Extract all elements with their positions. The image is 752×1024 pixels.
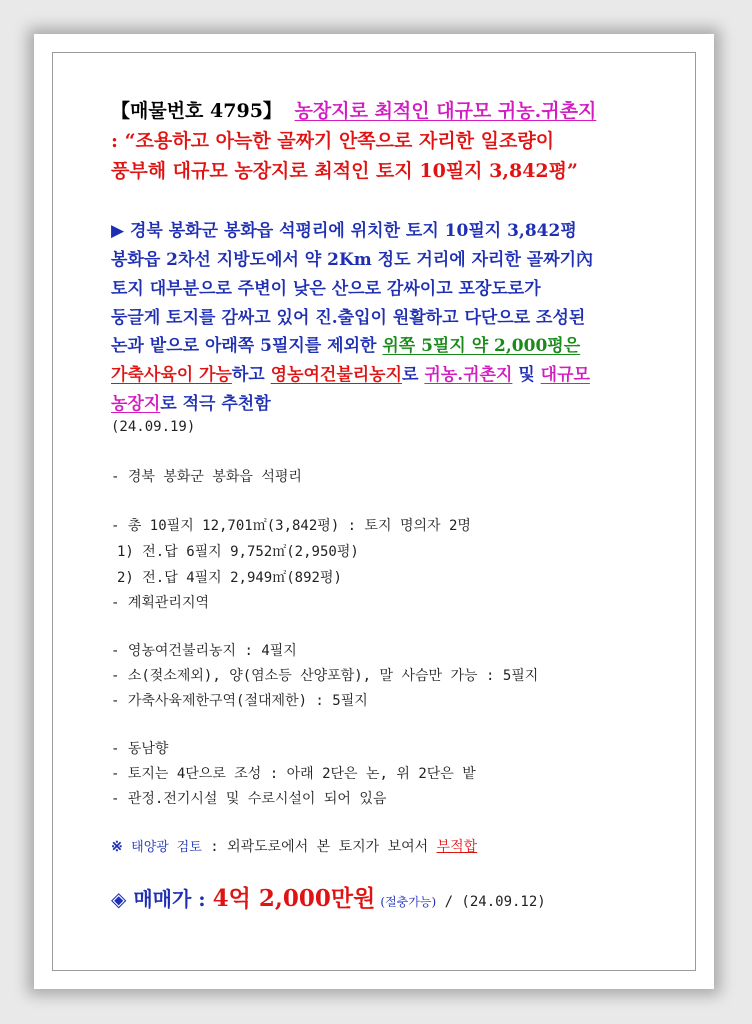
- detail-farm: - 영농여건불리농지 : 4필지: [111, 643, 297, 659]
- solar-text: : 외곽도로에서 본 토지가 보여서: [201, 839, 437, 855]
- desc-line-2: 봉화읍 2차선 지방도에서 약 2Km 정도 거리에 자리한 골짜기內: [111, 250, 594, 270]
- detail-item-1: 1) 전.답 6필지 9,752㎡(2,950평): [117, 544, 359, 560]
- highlight-return-farm: 귀농.귀촌지: [424, 365, 513, 385]
- quote-line-1: : “조용하고 아늑한 골짜기 안쪽으로 자리한 일조량이: [111, 130, 555, 152]
- document-border: [52, 52, 696, 971]
- detail-location: - 경북 봉화군 봉화읍 석평리: [111, 469, 302, 485]
- solar-verdict: 부적합: [436, 839, 478, 855]
- desc-line-1: ▶ 경북 봉화군 봉화읍 석평리에 위치한 토지 10필지 3,842평: [111, 221, 577, 241]
- desc-line-5: 논과 밭으로 아래쪽 5필지를 제외한 위쪽 5필지 약 2,000평은: [111, 336, 581, 356]
- highlight-farmland: 농장지: [111, 394, 161, 414]
- header-line-1: [111, 96, 596, 123]
- detail-zone: - 계획관리지역: [111, 595, 210, 611]
- desc-line-3: 토지 대부분으로 주변이 낮은 산으로 감싸이고 포장도로가: [111, 279, 541, 299]
- detail-livestock: - 소(젖소제외), 양(염소등 산양포함), 말 사슴만 가능 : 5필지: [111, 668, 539, 684]
- headline: 농장지로 최적인 대규모 귀농.귀촌지: [294, 100, 597, 122]
- desc-line-6: 가축사육이 가능하고 영농여건불리농지로 귀농.귀촌지 및 대규모: [111, 365, 590, 385]
- desc-date: (24.09.19): [111, 419, 196, 435]
- detail-terrace: - 토지는 4단으로 조성 : 아래 2단은 논, 위 2단은 밭: [111, 766, 476, 782]
- price-date: / (24.09.12): [436, 894, 546, 910]
- price-line: [111, 880, 546, 913]
- highlight-livestock: 가축사육이 가능: [111, 365, 232, 385]
- highlight-upper-plots: 위쪽 5필지 약 2,000평은: [382, 336, 581, 356]
- highlight-large-scale: 대규모: [540, 365, 590, 385]
- solar-label: 태양광 검토: [131, 840, 202, 855]
- highlight-farm-condition: 영농여건불리농지: [270, 365, 403, 385]
- price-label: ◈ 매매가 :: [111, 887, 213, 911]
- listing-number: 【매물번호 4795】: [111, 100, 282, 122]
- detail-direction: - 동남향: [111, 741, 169, 757]
- price-value: 4억 2,000만원: [212, 885, 376, 912]
- detail-utilities: - 관정.전기시설 및 수로시설이 되어 있음: [111, 791, 387, 807]
- desc-line-7: 농장지로 적극 추천함: [111, 394, 271, 414]
- note-mark-icon: ※: [111, 839, 123, 855]
- detail-total: - 총 10필지 12,701㎡(3,842평) : 토지 명의자 2명: [111, 518, 471, 534]
- quote-line-2: 풍부해 대규모 농장지로 최적인 토지 10필지 3,842평”: [111, 160, 578, 182]
- solar-note: [111, 836, 477, 856]
- desc-line-4: 둥글게 토지를 감싸고 있어 진.출입이 원활하고 다단으로 조성된: [111, 308, 586, 328]
- price-negotiable: (절충가능): [380, 895, 437, 909]
- detail-restrict: - 가축사육제한구역(절대제한) : 5필지: [111, 693, 368, 709]
- detail-item-2: 2) 전.답 4필지 2,949㎡(892평): [117, 570, 342, 586]
